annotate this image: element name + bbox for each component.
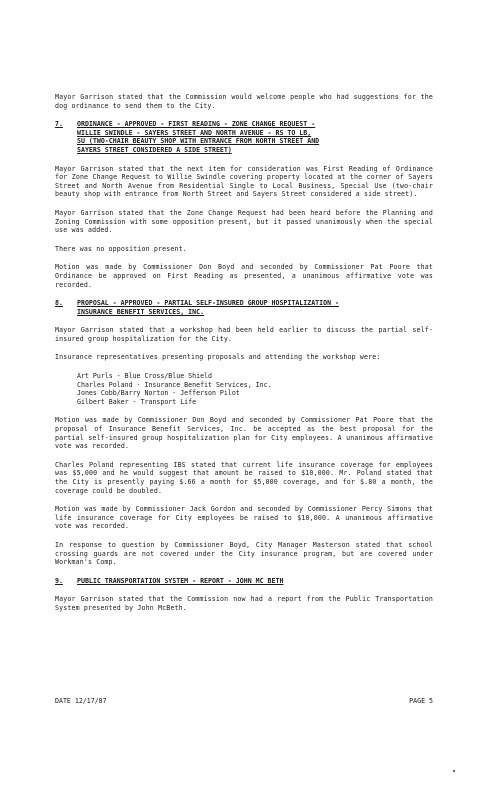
list-item: Art Purls - Blue Cross/Blue Shield: [77, 372, 212, 381]
agenda-item-9-heading: [55, 577, 433, 586]
agenda-item-number: 9.: [55, 576, 63, 585]
scan-speck: [453, 770, 455, 772]
paragraph-workshop: Mayor Garrison stated that a workshop had been held earlier to discuss the partial self-insured group hospitalization for the City.: [55, 326, 433, 343]
paragraph-planning-zoning: Mayor Garrison stated that the Zone Change Request had been heard before the Planning and Zoning Commission with some opposition present, but it passed unanimously when the special use was added.: [55, 208, 433, 235]
page-number: PAGE 5: [409, 697, 433, 705]
agenda-item-title: [77, 299, 433, 316]
paragraph-crossing-guards: In response to question by Commissioner Boyd, City Manager Masterson stated that school crossing guards are not covered under the City insurance program, but are covered under Workman's Comp.: [55, 540, 433, 567]
heading-line: SU (TWO-CHAIR BEAUTY SHOP WITH ENTRANCE FROM NORTH STREET AND: [77, 137, 320, 146]
page-footer: [55, 697, 433, 706]
paragraph-life-insurance: Charles Poland representing IBS stated that current life insurance coverage for employees was $5,000 and he would suggest that amount be raised to $10,000. Mr. Poland stated that the City is presently paying $.66 a month for $5,000 coverage, and for $.80 a month, the coverage could be doubled.: [55, 460, 433, 495]
heading-line: PUBLIC TRANSPORTATION SYSTEM - REPORT - JOHN MC BETH: [77, 576, 284, 585]
paragraph-transportation: Mayor Garrison stated that the Commission now had a report from the Public Transportation System presented by John McBeth.: [55, 595, 433, 612]
heading-line: INSURANCE BENEFIT SERVICES, INC.: [77, 307, 205, 316]
paragraph-motion-life-insurance: Motion was made by Commissioner Jack Gordon and seconded by Commissioner Percy Simons that life insurance coverage for City employees be raised to $10,000. A unanimous affirmative vote was recorded.: [55, 505, 433, 531]
heading-line: WILLIE SWINDLE - SAYERS STREET AND NORTH AVENUE - RS TO LB,: [77, 128, 312, 137]
paragraph-first-reading: Mayor Garrison stated that the next item for consideration was First Reading of Ordinance for Zone Change Request to Willie Swindle covering property located at the corner of Sayers Street and North Avenue from Residential Single to Local Business, Special Use (two-chair beauty shop with entrance from North Street and Sayers Street considered a side street).: [55, 164, 433, 199]
heading-line: ORDINANCE - APPROVED - FIRST READING - ZONE CHANGE REQUEST -: [77, 120, 316, 129]
attendee-list: [77, 372, 433, 406]
list-item: Gilbert Baker - Transport Life: [77, 397, 197, 406]
paragraph-no-opposition: There was no opposition present.: [55, 244, 187, 253]
agenda-item-8-heading: [55, 299, 433, 316]
list-item: Charles Poland - Insurance Benefit Services, Inc.: [77, 380, 272, 389]
paragraph-motion-ibs: Motion was made by Commissioner Don Boyd and seconded by Commissioner Pat Poore that the proposal of Insurance Benefit Services, Inc. be accepted as the best proposal for the partial self-insured group hospitalization plan for City employees. A unanimous affirmative vote was recorded.: [55, 416, 433, 451]
agenda-item-7-heading: [55, 120, 433, 154]
agenda-item-title: [77, 577, 433, 586]
heading-line: PROPOSAL - APPROVED - PARTIAL SELF-INSURED GROUP HOSPITALIZATION -: [77, 299, 340, 308]
paragraph-representatives-intro: Insurance representatives presenting proposals and attending the workshop were:: [55, 353, 381, 362]
paragraph-dog-ordinance: Mayor Garrison stated that the Commission would welcome people who had suggestions for the dog ordinance to send them to the City.: [55, 93, 433, 110]
agenda-item-number: 8.: [55, 299, 63, 308]
document-body: [55, 93, 433, 623]
agenda-item-number: 7.: [55, 120, 63, 129]
agenda-item-title: [77, 120, 433, 154]
paragraph-motion-ordinance: Motion was made by Commissioner Don Boyd and seconded by Commissioner Pat Poore that Ordinance be approved on First Reading as presented, a unanimous affirmative vote was recorded.: [55, 263, 433, 289]
heading-line: SAYERS STREET CONSIDERED A SIDE STREET): [77, 145, 232, 154]
footer-date: DATE 12/17/87: [55, 697, 107, 705]
list-item: Jones Cobb/Barry Norton - Jefferson Pilot: [77, 389, 240, 398]
